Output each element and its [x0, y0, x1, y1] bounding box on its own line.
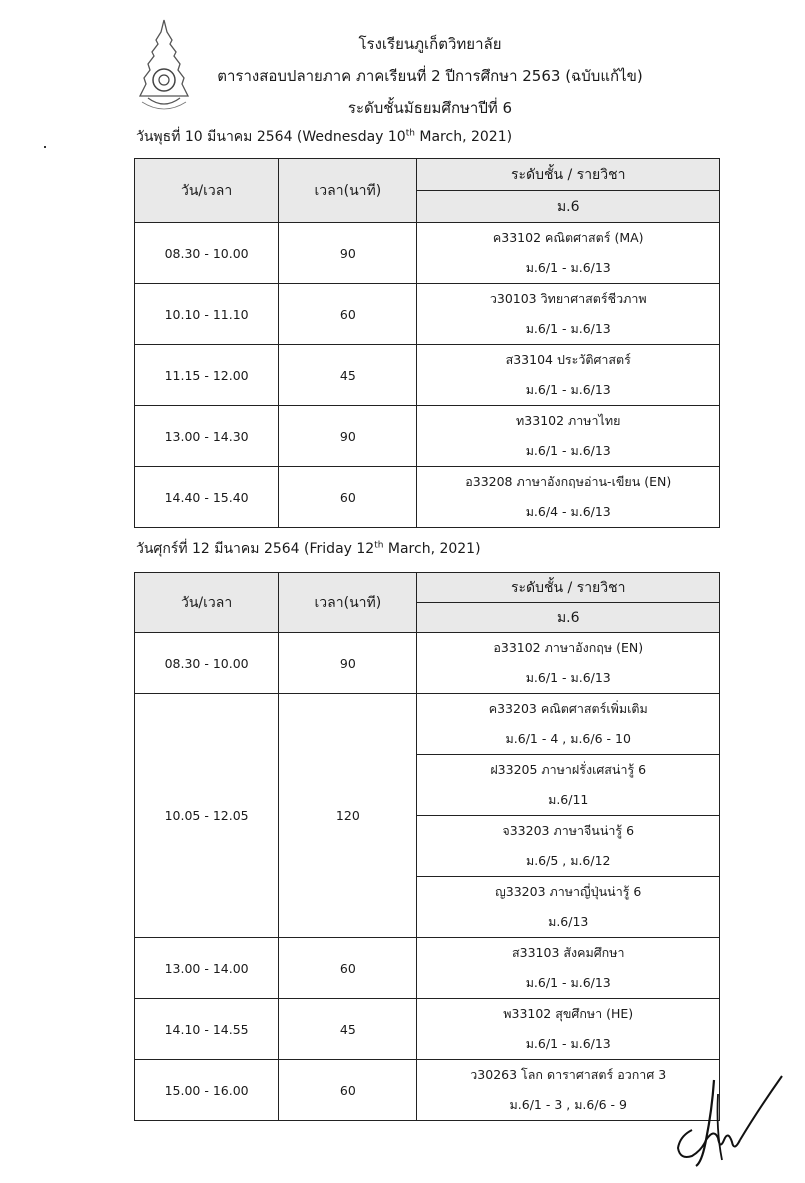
col-subject-header: ระดับชั้น / รายวิชา — [417, 159, 720, 191]
day1-schedule-table — [134, 158, 720, 528]
duration-cell: 60 — [279, 938, 417, 999]
subject-cell: ส33103 สังคมศึกษา ม.6/1 - ม.6/13 — [417, 938, 720, 999]
col-subject-header: ระดับชั้น / รายวิชา — [417, 573, 720, 603]
day2-schedule-table — [134, 572, 720, 1121]
duration-cell: 60 — [279, 284, 417, 345]
table-row — [135, 633, 720, 694]
time-cell: 13.00 - 14.30 — [135, 406, 279, 467]
subject-cell: ค33203 คณิตศาสตร์เพิ่มเติม ม.6/1 - 4 , ม.6/6 - 10 — [417, 694, 720, 755]
subject-cell: ญ33203 ภาษาญี่ปุ่นน่ารู้ 6 ม.6/13 — [417, 877, 720, 938]
duration-cell: 60 — [279, 1060, 417, 1121]
stray-mark — [44, 146, 46, 148]
col-grade-header: ม.6 — [417, 191, 720, 223]
subject-cell: ส33104 ประวัติศาสตร์ ม.6/1 - ม.6/13 — [417, 345, 720, 406]
time-cell: 10.10 - 11.10 — [135, 284, 279, 345]
duration-cell: 45 — [279, 999, 417, 1060]
time-cell: 08.30 - 10.00 — [135, 633, 279, 694]
day1-title: วันพุธที่ 10 มีนาคม 2564 (Wednesday 10th March, 2021) — [136, 128, 513, 145]
table-row — [135, 284, 720, 345]
grade-level: ระดับชั้นมัธยมศึกษาปีที่ 6 — [347, 99, 513, 117]
exam-title: ตารางสอบปลายภาค ภาคเรียนที่ 2 ปีการศึกษา 2563 (ฉบับแก้ไข) — [217, 67, 643, 85]
subject-cell: พ33102 สุขศึกษา (HE) ม.6/1 - ม.6/13 — [417, 999, 720, 1060]
handwritten-signature-icon — [662, 1070, 792, 1170]
duration-cell: 120 — [279, 694, 417, 938]
col-grade-header: ม.6 — [417, 603, 720, 633]
duration-cell: 60 — [279, 467, 417, 528]
time-cell: 14.10 - 14.55 — [135, 999, 279, 1060]
subject-cell: อ33208 ภาษาอังกฤษอ่าน-เขียน (EN) ม.6/4 - ม.6/13 — [417, 467, 720, 528]
time-cell: 11.15 - 12.00 — [135, 345, 279, 406]
table-row — [135, 999, 720, 1060]
time-cell: 10.05 - 12.05 — [135, 694, 279, 938]
table-row — [135, 223, 720, 284]
duration-cell: 90 — [279, 406, 417, 467]
duration-cell: 90 — [279, 223, 417, 284]
subject-cell: อ33102 ภาษาอังกฤษ (EN) ม.6/1 - ม.6/13 — [417, 633, 720, 694]
table-row — [135, 938, 720, 999]
table-row — [135, 467, 720, 528]
school-name: โรงเรียนภูเก็ตวิทยาลัย — [358, 35, 502, 53]
time-cell: 13.00 - 14.00 — [135, 938, 279, 999]
table-row — [135, 1060, 720, 1121]
subject-cell: ว30103 วิทยาศาสตร์ชีวภาพ ม.6/1 - ม.6/13 — [417, 284, 720, 345]
time-cell: 08.30 - 10.00 — [135, 223, 279, 284]
table-row — [135, 345, 720, 406]
day2-title: วันศุกร์ที่ 12 มีนาคม 2564 (Friday 12th March, 2021) — [136, 540, 481, 557]
subject-cell: ท33102 ภาษาไทย ม.6/1 - ม.6/13 — [417, 406, 720, 467]
school-emblem-icon — [134, 18, 194, 118]
col-duration-header: เวลา(นาที) — [279, 573, 417, 633]
table-row — [135, 406, 720, 467]
col-time-header: วัน/เวลา — [135, 573, 279, 633]
time-cell: 14.40 - 15.40 — [135, 467, 279, 528]
col-time-header: วัน/เวลา — [135, 159, 279, 223]
time-cell: 15.00 - 16.00 — [135, 1060, 279, 1121]
table-row — [135, 694, 720, 755]
duration-cell: 45 — [279, 345, 417, 406]
subject-cell: ฝ33205 ภาษาฝรั่งเศสน่ารู้ 6 ม.6/11 — [417, 755, 720, 816]
subject-cell: จ33203 ภาษาจีนน่ารู้ 6 ม.6/5 , ม.6/12 — [417, 816, 720, 877]
subject-cell: ว30263 โลก ดาราศาสตร์ อวกาศ 3 ม.6/1 - 3 , ม.6/6 - 9 — [417, 1060, 720, 1121]
col-duration-header: เวลา(นาที) — [279, 159, 417, 223]
subject-cell: ค33102 คณิตศาสตร์ (MA) ม.6/1 - ม.6/13 — [417, 223, 720, 284]
duration-cell: 90 — [279, 633, 417, 694]
